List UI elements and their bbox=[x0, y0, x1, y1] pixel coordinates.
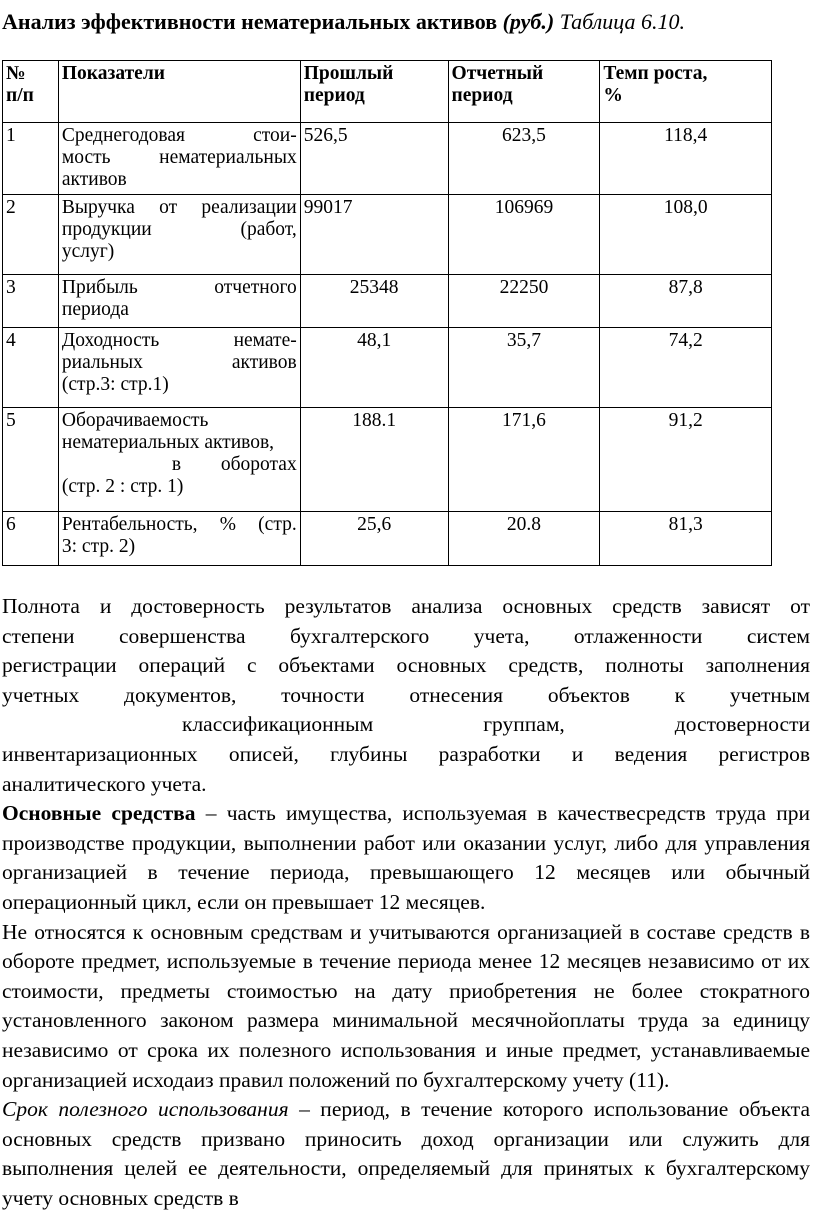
table-row bbox=[3, 328, 772, 408]
row-rate-value: 87,8 bbox=[600, 275, 772, 328]
paragraph-3: Не относятся к основным средствам и учитываются организацией в составе средств в обороте предмет, используемые в течение периода менее 12 месяцев независимо от их стоимости, предметы стоимостью на дату приобретения не более стократного установленного законом размера минимальной месячнойоплаты труда за единицу независимо от срока их полезного использования и иные предмет, устанавливаемые организацией исходаиз правил положений по бухгалтерскому учету (11). bbox=[2, 919, 810, 1092]
paragraph-2: Основные средства – часть имущества, используемая в качествесредств труда при производстве продукции, выполнении работ или оказании услуг, либо для управления организацией в течение периода, превышающего 12 месяцев или обычный операционный цикл, если он превышает 12 месяцев. bbox=[2, 801, 811, 914]
row-number: 6 bbox=[3, 512, 59, 566]
row-rate-value: 74,2 bbox=[600, 328, 772, 408]
row-number: 5 bbox=[3, 408, 59, 512]
row-rate-value: 118,4 bbox=[600, 123, 772, 195]
row-rate-value: 81,3 bbox=[600, 512, 772, 566]
row-indicator: Прибыль отчетного периода bbox=[58, 275, 300, 328]
row-rate-value: 108,0 bbox=[600, 195, 772, 275]
efficiency-table bbox=[2, 60, 772, 566]
row-rate-value: 91,2 bbox=[600, 408, 772, 512]
row-current-value: 22250 bbox=[448, 275, 600, 328]
paragraph-4: Срок полезного использования – период, в течение которого использование объекта основных средств призвано приносить доход организации или служить для выполнения целей ее деятельности, определяемый для принятых к бухгалтерскому учету основных средств в bbox=[2, 1097, 810, 1210]
row-indicator: Среднегодовая стои- мость нематериальных активов bbox=[58, 123, 300, 195]
header-current-period: Отчетный период bbox=[448, 61, 600, 123]
table-row bbox=[3, 123, 772, 195]
title-table-number: Таблица 6.10. bbox=[554, 9, 686, 34]
row-prev-value: 25348 bbox=[300, 275, 448, 328]
row-current-value: 35,7 bbox=[448, 328, 600, 408]
header-number: № п/п bbox=[3, 61, 59, 123]
term-fixed-assets: Основные средства bbox=[2, 801, 196, 826]
header-indicator: Показатели bbox=[58, 61, 300, 123]
table-row bbox=[3, 275, 772, 328]
row-prev-value: 526,5 bbox=[300, 123, 448, 195]
body-text bbox=[2, 592, 810, 1213]
term-useful-life: Срок полезного использования bbox=[2, 1097, 289, 1122]
header-growth-rate: Темп роста, % bbox=[600, 61, 772, 123]
paragraph-1: Полнота и достоверность результатов анализа основных средств зависят от степени совершенства бухгалтерского учета, отлаженности систем регистрации операций с объектами основных средств, полноты заполнения учетных документов, точности отнесения объектов к учетным классификационным группам, достоверности инвентаризационных описей, глубины разработки и ведения регистров аналитического учета. bbox=[2, 594, 810, 796]
document-title bbox=[2, 8, 812, 36]
row-current-value: 20.8 bbox=[448, 512, 600, 566]
row-indicator: Оборачиваемость нематериальных активов, в оборотах (стр. 2 : стр. 1) bbox=[58, 408, 300, 512]
row-number: 1 bbox=[3, 123, 59, 195]
row-prev-value: 48,1 bbox=[300, 328, 448, 408]
row-current-value: 106969 bbox=[448, 195, 600, 275]
table-row bbox=[3, 408, 772, 512]
row-indicator: Доходность немате- риальных активов (стр.3: стр.1) bbox=[58, 328, 300, 408]
row-prev-value: 25,6 bbox=[300, 512, 448, 566]
row-indicator: Рентабельность, % (стр. 3: стр. 2) bbox=[58, 512, 300, 566]
row-number: 3 bbox=[3, 275, 59, 328]
title-bold: Анализ эффективности нематериальных активов bbox=[2, 9, 503, 34]
table-header-row bbox=[3, 61, 772, 123]
title-unit: (руб.) bbox=[502, 9, 555, 34]
table-row bbox=[3, 512, 772, 566]
table-row bbox=[3, 195, 772, 275]
row-current-value: 171,6 bbox=[448, 408, 600, 512]
header-prev-period: Прошлый период bbox=[300, 61, 448, 123]
row-prev-value: 188.1 bbox=[300, 408, 448, 512]
row-number: 4 bbox=[3, 328, 59, 408]
row-indicator: Выручка от реализации продукции (работ, услуг) bbox=[58, 195, 300, 275]
row-number: 2 bbox=[3, 195, 59, 275]
row-current-value: 623,5 bbox=[448, 123, 600, 195]
row-prev-value: 99017 bbox=[300, 195, 448, 275]
